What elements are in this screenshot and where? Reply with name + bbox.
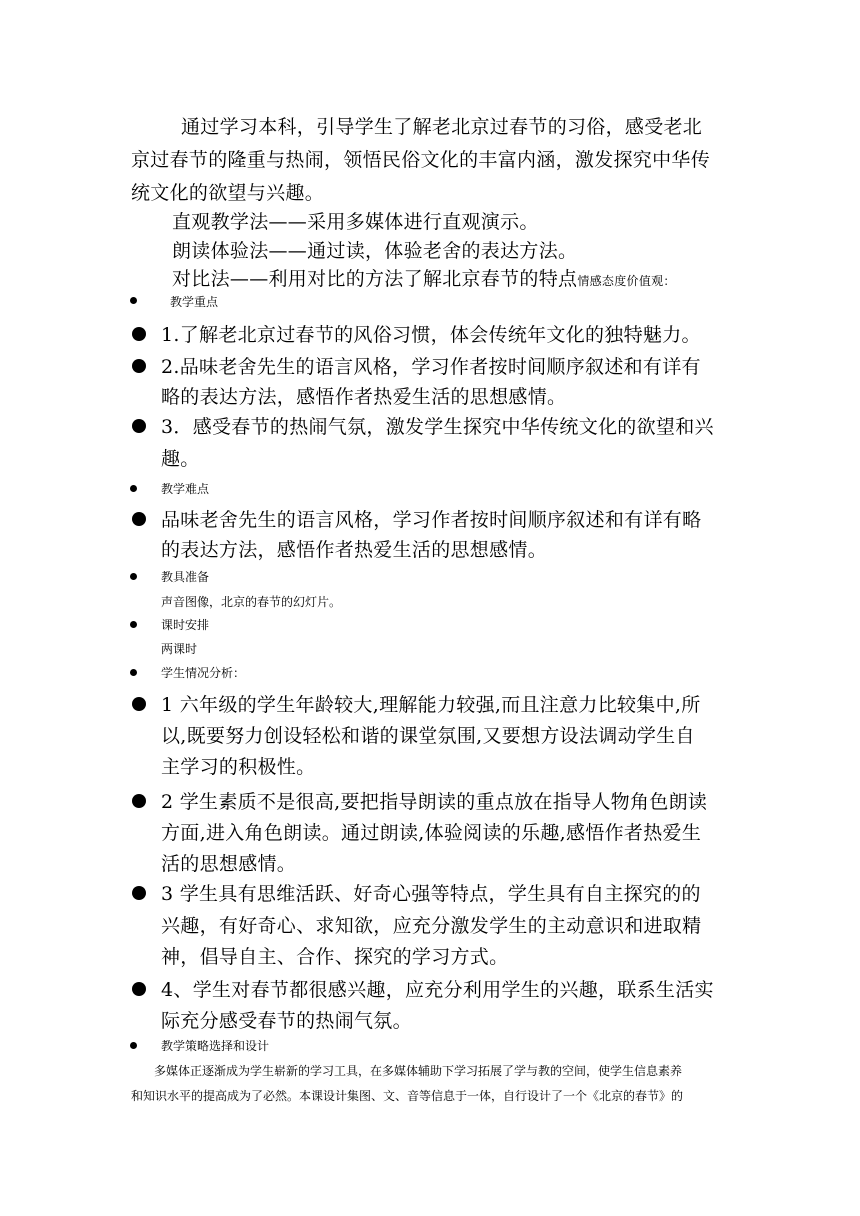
student-1-line-1: 1 六年级的学生年龄较大,理解能力较强,而且注意力比较集中,所 bbox=[161, 694, 701, 716]
bullet-icon bbox=[130, 573, 137, 580]
tools-content: 声音图像，北京的春节的幻灯片。 bbox=[161, 595, 342, 609]
difficult-point-line-1: 品味老舍先生的语言风格，学习作者按时间顺序叙述和有详有略 bbox=[161, 509, 702, 531]
student-4-line-2: 际充分感受春节的热闹气氛。 bbox=[161, 1010, 412, 1032]
schedule-heading: 课时安排 bbox=[161, 618, 210, 632]
strategy-line-1: 多媒体正逐渐成为学生崭新的学习工具，在多媒体辅助下学习拓展了学与教的空间，使学生信息素养 bbox=[154, 1064, 683, 1078]
bullet-icon bbox=[132, 419, 146, 433]
key-point-3-line-2: 趣。 bbox=[161, 448, 200, 470]
bullet-icon bbox=[132, 886, 146, 900]
intro-line-1: 通过学习本科，引导学生了解老北京过春节的习俗，感受老北 bbox=[181, 116, 703, 138]
key-point-2-line-2: 略的表达方法，感悟作者热爱生活的思想感情。 bbox=[161, 386, 567, 408]
students-heading: 学生情况分析： bbox=[161, 666, 246, 680]
schedule-content: 两课时 bbox=[161, 642, 198, 656]
bullet-icon bbox=[130, 669, 137, 676]
bullet-icon bbox=[132, 697, 146, 711]
student-4-line-1: 4、学生对春节都很感兴趣，应充分利用学生的兴趣，联系生活实 bbox=[161, 979, 714, 1001]
intro-line-2: 京过春节的隆重与热闹，领悟民俗文化的丰富内涵，激发探究中华传 bbox=[131, 149, 711, 171]
key-points-heading: 教学重点 bbox=[170, 295, 219, 309]
bullet-icon bbox=[132, 794, 146, 808]
key-point-1: 1.了解老北京过春节的风俗习惯，体会传统年文化的独特魅力。 bbox=[161, 324, 701, 346]
student-3-line-1: 3 学生具有思维活跃、好奇心强等特点，学生具有自主探究的的 bbox=[161, 883, 701, 905]
bullet-icon bbox=[130, 1042, 137, 1049]
student-2-line-1: 2 学生素质不是很高,要把指导朗读的重点放在指导人物角色朗读 bbox=[161, 791, 708, 813]
key-point-2-line-1: 2.品味老舍先生的语言风格，学习作者按时间顺序叙述和有详有 bbox=[161, 356, 701, 378]
bullet-icon bbox=[130, 297, 137, 304]
difficult-points-heading: 教学难点 bbox=[161, 482, 210, 496]
method-3-note: 情感态度价值观： bbox=[577, 274, 676, 288]
bullet-icon bbox=[132, 982, 146, 996]
bullet-icon bbox=[132, 512, 146, 526]
student-1-line-3: 主学习的积极性。 bbox=[161, 756, 316, 778]
bullet-icon bbox=[130, 621, 137, 628]
key-point-3-line-1: 3．感受春节的热闹气氛，激发学生探究中华传统文化的欲望和兴 bbox=[161, 416, 714, 438]
method-2: 朗读体验法——通过读，体验老舍的表达方法。 bbox=[172, 240, 578, 262]
student-3-line-3: 神，倡导自主、合作、探究的学习方式。 bbox=[161, 946, 509, 968]
strategy-heading: 教学策略选择和设计 bbox=[161, 1039, 270, 1053]
bullet-icon bbox=[130, 485, 137, 492]
student-3-line-2: 兴趣，有好奇心、求知欲，应充分激发学生的主动意识和进取精 bbox=[161, 915, 702, 937]
method-3 bbox=[172, 264, 676, 291]
method-1: 直观教学法——采用多媒体进行直观演示。 bbox=[172, 211, 539, 233]
tools-heading: 教具准备 bbox=[161, 570, 210, 584]
bullet-icon bbox=[132, 359, 146, 373]
intro-line-3: 统文化的欲望与兴趣。 bbox=[131, 182, 325, 204]
student-1-line-2: 以,既要努力创设轻松和谐的课堂氛围,又要想方设法调动学生自 bbox=[161, 725, 695, 747]
method-3-text: 对比法——利用对比的方法了解北京春节的特点 bbox=[172, 268, 578, 290]
student-2-line-3: 活的思想感情。 bbox=[161, 853, 297, 875]
difficult-point-line-2: 的表达方法，感悟作者热爱生活的思想感情。 bbox=[161, 539, 548, 561]
student-2-line-2: 方面,进入角色朗读。通过朗读,体验阅读的乐趣,感悟作者热爱生 bbox=[161, 822, 702, 844]
bullet-icon bbox=[132, 327, 146, 341]
strategy-line-2: 和知识水平的提高成为了必然。本课设计集图、文、音等信息于一体，自行设计了一个《北京的春节》的 bbox=[131, 1089, 684, 1103]
